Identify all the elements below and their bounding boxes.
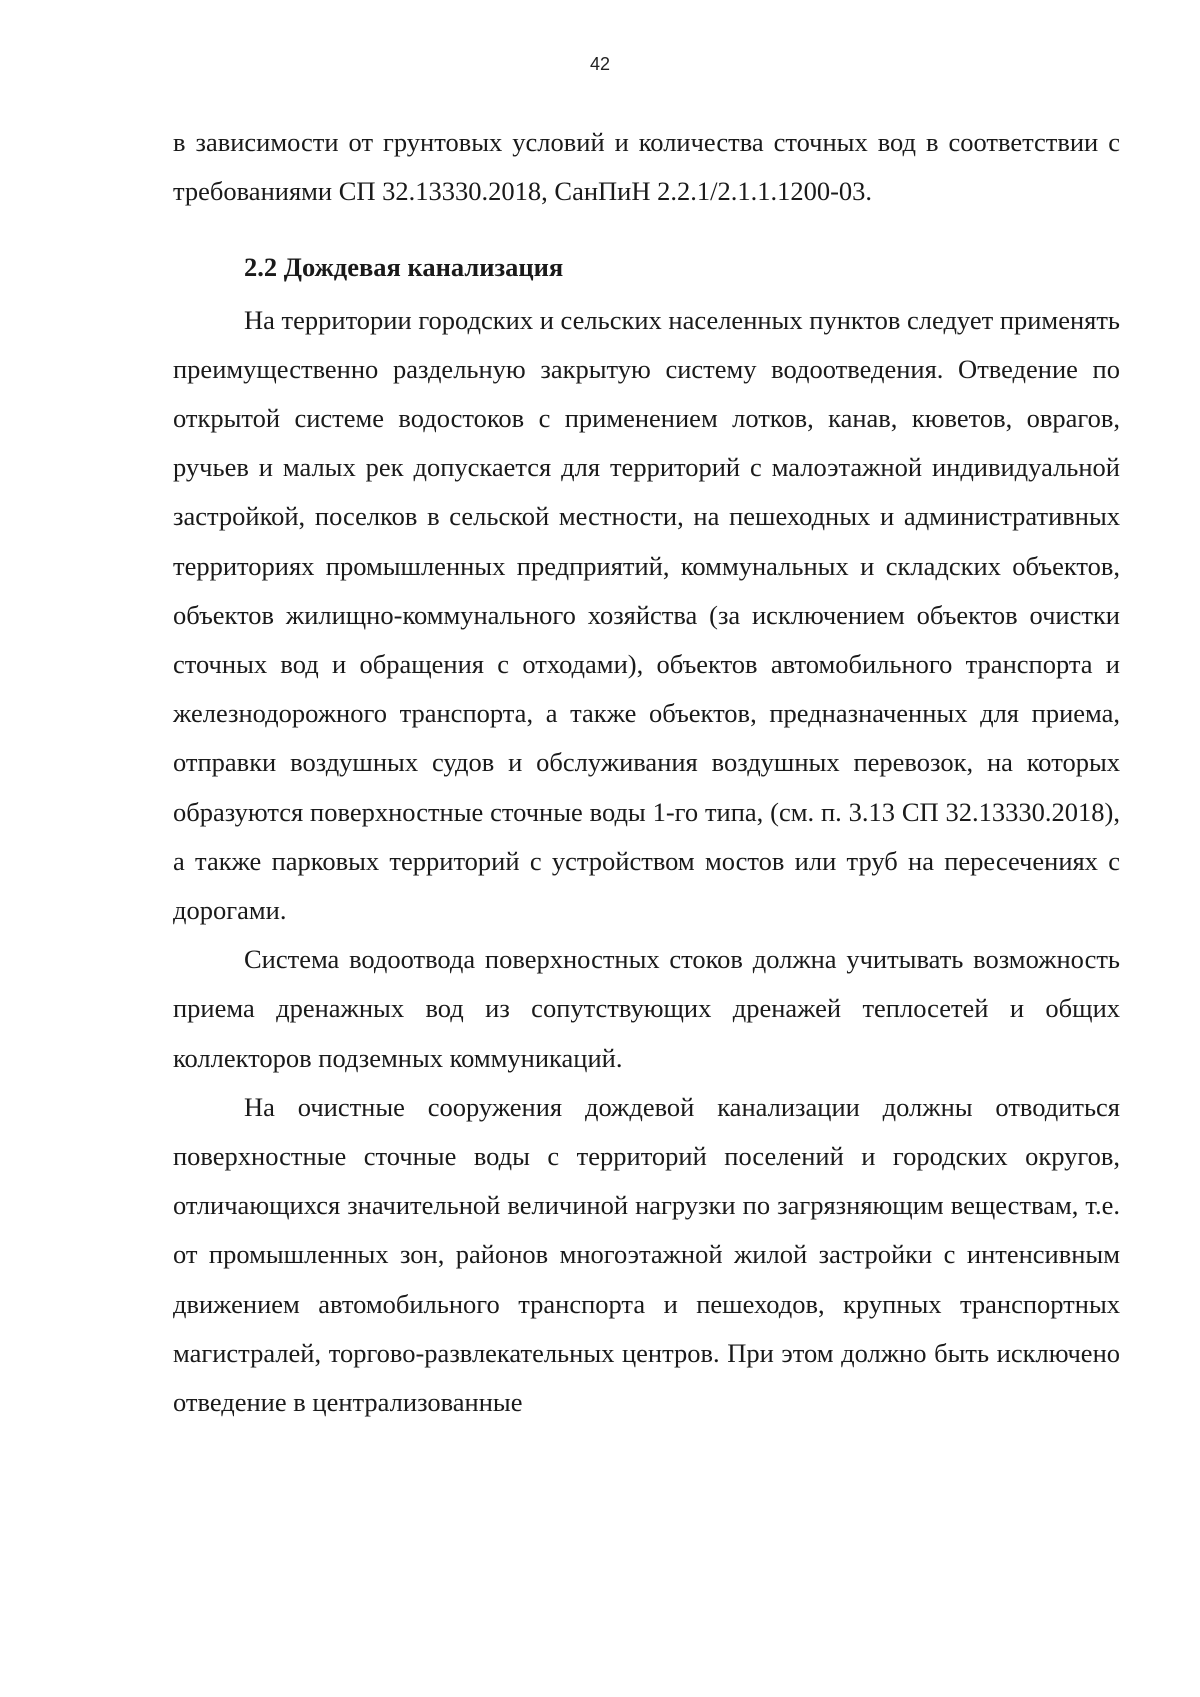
document-body (173, 118, 1120, 1427)
section-paragraph-1: На территории городских и сельских населенных пунктов следует применять преимущественно раздельную закрытую систему водоотведения. Отведение по открытой системе водостоков с применением лотков, канав, кюветов, оврагов, ручьев и малых рек допускается для территорий с малоэтажной индивидуальной застройкой, поселков в сельской местности, на пешеходных и административных территориях промышленных предприятий, коммунальных и складских объектов, объектов жилищно-коммунального хозяйства (за исключением объектов очистки сточных вод и обращения с отходами), объектов автомобильного транспорта и железнодорожного транспорта, а также объектов, предназначенных для приема, отправки воздушных судов и обслуживания воздушных перевозок, на которых образуются поверхностные сточные воды 1-го типа, (см. п. 3.13 СП 32.13330.2018), а также парковых территорий с устройством мостов или труб на пересечениях с дорогами. (173, 304, 1120, 926)
page-number: 42 (589, 54, 611, 74)
intro-paragraph: в зависимости от грунтовых условий и количества сточных вод в соответствии с требованиями СП 32.13330.2018, СанПиН 2.2.1/2.1.1.1200-03. (173, 127, 1120, 207)
section-heading: 2.2 Дождевая канализация (244, 252, 564, 283)
section-paragraph-2: Система водоотвода поверхностных стоков должна учитывать возможность приема дренажных вод из сопутствующих дренажей теплосетей и общих коллекторов подземных коммуникаций. (173, 944, 1120, 1073)
section-paragraph-3: На очистные сооружения дождевой канализации должны отводиться поверхностные сточные воды с территорий поселений и городских округов, отличающихся значительной величиной нагрузки по загрязняющим веществам, т.е. от промышленных зон, районов многоэтажной жилой застройки с интенсивным движением автомобильного транспорта и пешеходов, крупных транспортных магистралей, торгово-развлекательных центров. При этом должно быть исключено отведение в централизованные (173, 1091, 1120, 1418)
